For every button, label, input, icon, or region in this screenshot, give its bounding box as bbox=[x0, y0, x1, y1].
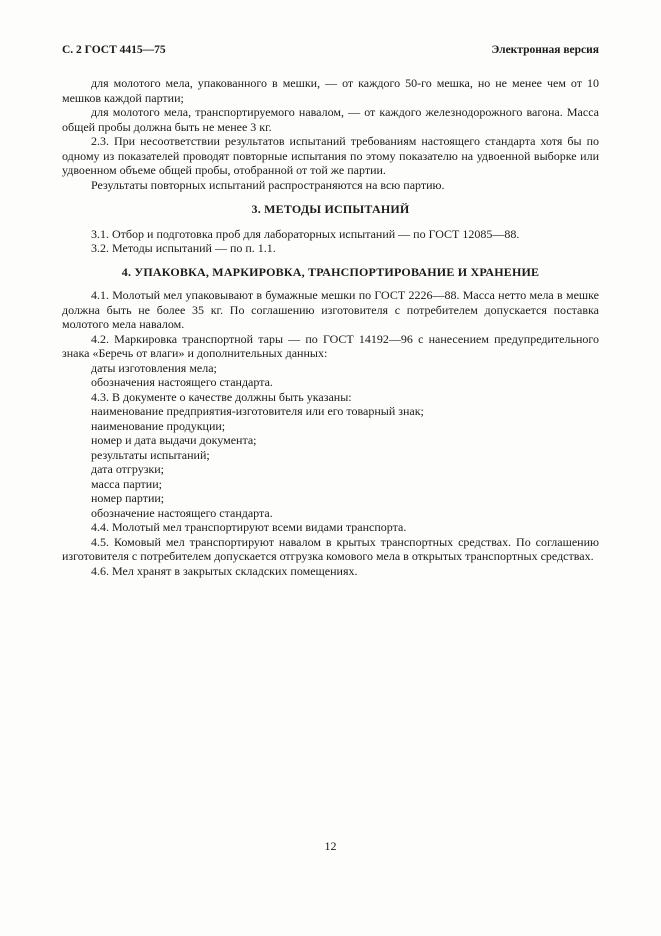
list-item: масса партии; bbox=[91, 476, 162, 491]
paragraph-2-2b: для молотого мела, транспортируемого навалом, — от каждого железнодорожного вагона. Масса общей пробы должна быть не менее 3 кг. bbox=[62, 105, 599, 134]
paragraph-2-2a: для молотого мела, упакованного в мешки, — от каждого 50-го мешка, но не менее чем от 10 мешков каждой партии; bbox=[62, 76, 599, 105]
page-number: 12 bbox=[324, 839, 337, 853]
header-edition: Электронная версия bbox=[491, 44, 599, 56]
list-item: дата отгрузки; bbox=[91, 462, 165, 476]
list-item: результаты испытаний; bbox=[91, 447, 210, 462]
header-standard-id: С. 2 ГОСТ 4415—75 bbox=[62, 44, 166, 56]
paragraph-4-3: 4.3. В документе о качестве должны быть указаны: bbox=[91, 389, 352, 404]
paragraph-2-3: 2.3. При несоответствии результатов испытаний требованиям настоящего стандарта хотя бы по одному из показателей проводят повторные испытания по этому показателю на удвоенной выборке или удвоенном объеме общей пробы, отобранной от той же партии. bbox=[62, 134, 599, 177]
list-item: наименование продукции; bbox=[91, 418, 226, 433]
paragraph-4-2: 4.2. Маркировка транспортной тары — по ГОСТ 14192—96 с нанесением предупредительного знака «Беречь от влаги» и дополнительных данных: bbox=[62, 331, 599, 360]
list-item: обозначение настоящего стандарта. bbox=[91, 505, 273, 520]
page-header bbox=[62, 44, 599, 60]
paragraph-4-5: 4.5. Комовый мел транспортируют навалом в крытых транспортных средствах. По соглашению изготовителя с потребителем допускается отгрузка комового мела в открытых транспортных средствах. bbox=[62, 534, 599, 563]
paragraph-2-3-result: Результаты повторных испытаний распространяются на всю партию. bbox=[91, 177, 445, 192]
paragraph-3-1: 3.1. Отбор и подготовка проб для лабораторных испытаний — по ГОСТ 12085—88. bbox=[91, 226, 520, 241]
paragraph-4-6: 4.6. Мел хранят в закрытых складских помещениях. bbox=[91, 563, 358, 578]
list-item: наименование предприятия-изготовителя или его товарный знак; bbox=[91, 404, 424, 418]
list-item: даты изготовления мела; bbox=[91, 360, 217, 375]
paragraph-4-4: 4.4. Молотый мел транспортируют всеми видами транспорта. bbox=[91, 520, 407, 534]
paragraph-3-2: 3.2. Методы испытаний — по п. 1.1. bbox=[91, 241, 276, 255]
section-4-heading: 4. УПАКОВКА, МАРКИРОВКА, ТРАНСПОРТИРОВАНИЕ И ХРАНЕНИЕ bbox=[121, 264, 540, 279]
list-item: номер партии; bbox=[91, 491, 165, 505]
page-body bbox=[62, 76, 599, 578]
list-item: обозначения настоящего стандарта. bbox=[91, 375, 273, 389]
paragraph-4-1: 4.1. Молотый мел упаковывают в бумажные мешки по ГОСТ 2226—88. Масса нетто мела в мешке должна быть не более 35 кг. По соглашению изготовителя с потребителем допускается поставка молотого мела навалом. bbox=[62, 288, 599, 331]
section-3-heading: 3. МЕТОДЫ ИСПЫТАНИЙ bbox=[251, 202, 410, 216]
list-item: номер и дата выдачи документа; bbox=[91, 433, 257, 447]
